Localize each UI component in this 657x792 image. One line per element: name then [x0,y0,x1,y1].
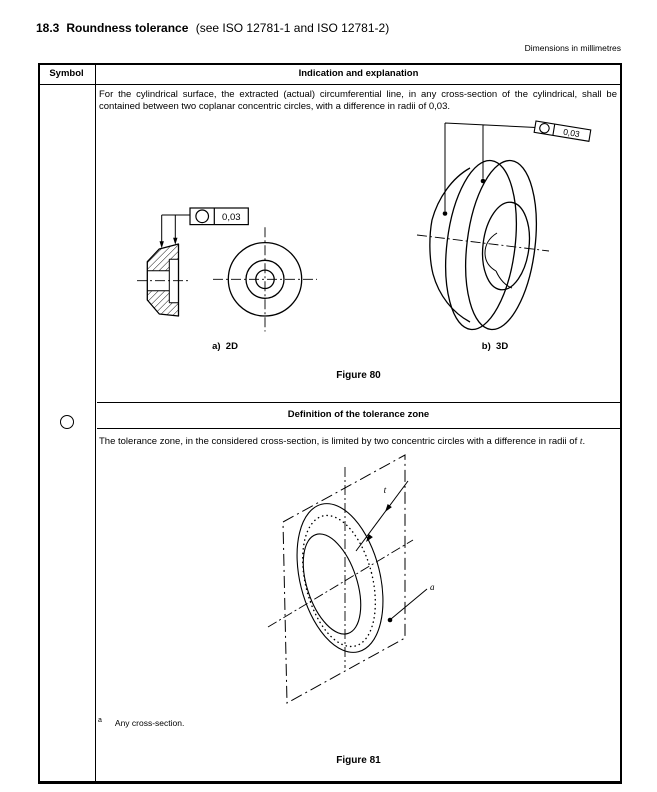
figure80-label-3d: b) 3D [481,341,509,352]
figure81-caption: Figure 81 [336,755,381,766]
definition-paragraph [99,436,617,448]
indication-paragraph: For the cylindrical surface, the extracted (actual) circumferential line, in any cross-section of the cylindrical, shall be contained between two coplanar concentric circles, with a difference in radii of 0,03. [99,89,617,113]
annotation-leader [391,589,427,619]
section-reference: (see ISO 12781-1 and ISO 12781-2) [195,21,390,35]
wheel-bore-inner-edges [485,233,512,288]
tolerance-frame-3d [534,121,591,141]
section-hatch-bottom [147,291,178,316]
leader-dot [481,179,486,184]
definition-text: The tolerance zone, in the considered cross-section, is limited by two concentric circles with a difference in radii of [99,436,580,447]
figure80-2d-drawing [130,190,342,355]
section-number: 18.3 [36,21,60,35]
tolerance-width-label: t [383,486,387,496]
wheel-front-face [457,156,545,333]
tolerance-variable: t [579,437,583,447]
tolerance-value: 0,03 [562,126,581,140]
leader-arrowhead [173,238,177,245]
definition-header: Definition of the tolerance zone [287,409,430,420]
figure80-label-2d: a) 2D [212,341,238,352]
roundness-symbol-icon [60,415,74,429]
footnote-text: Any cross-section. [114,717,185,728]
section-title: Roundness tolerance [66,21,189,35]
definition-text-end: . [582,436,586,447]
tolerance-arrowhead [383,504,392,514]
section-heading [36,21,389,35]
wheel-back-silhouette [430,168,470,322]
column-header-symbol: Symbol [49,68,84,79]
table-header-underline [38,84,622,85]
tolerance-frame-2d [190,208,248,225]
footnote [98,717,184,728]
row-separator [97,428,621,429]
zone-centerlines [268,467,413,668]
dimensions-note: Dimensions in millimetres [524,43,621,53]
table-column-divider [95,63,96,784]
figure81-tolerance-zone-drawing [250,450,470,712]
leader-dot [388,618,393,623]
cross-section-plane [283,455,405,703]
annotation-label: a [430,582,435,592]
tolerance-value: 0,03 [222,212,241,223]
tolerance-width-line [356,481,408,551]
figure80-3d-drawing [408,108,653,353]
figure80-caption: Figure 80 [336,370,381,381]
leader-dot [443,211,448,216]
footnote-marker: a [98,717,102,724]
row-separator [97,402,621,403]
leader-arrowhead [160,241,164,248]
column-header-indication: Indication and explanation [298,68,419,79]
extracted-circumferential-line [290,508,387,654]
leader-line [162,215,190,242]
